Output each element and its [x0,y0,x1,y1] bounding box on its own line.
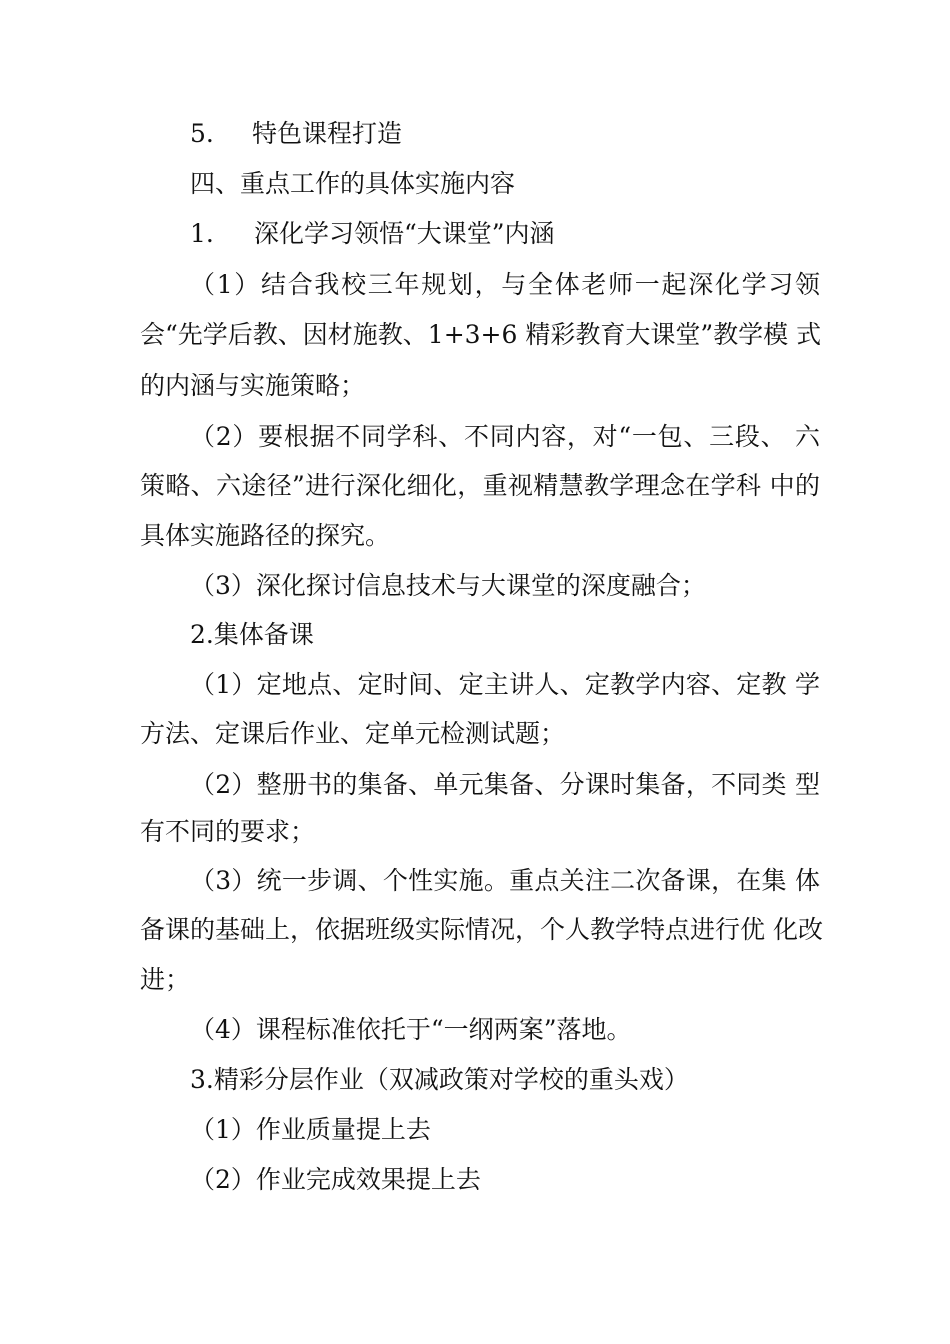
paragraph-line: 的内涵与实施策略； [140,371,366,400]
paragraph-line: 有不同的要求； [140,817,316,846]
section-heading: 四、重点工作的具体实施内容 [190,169,516,198]
paragraph-line: （1）结合我校三年规划，与全体老师一起深化学习领 [190,270,820,299]
paragraph-line: 进； [140,965,191,994]
paragraph-line: 策略、六途径”进行深化细化，重视精慧教学理念在学科 中的 [140,471,820,500]
list-item-5 [190,119,820,149]
item-text: 深化学习领悟“大课堂”内涵 [254,219,555,248]
paragraph-line: （1）作业质量提上去 [190,1115,431,1144]
paragraph-line: 备课的基础上，依据班级实际情况，个人教学特点进行优 化改 [140,915,823,944]
item-text: 特色课程打造 [252,119,403,148]
paragraph-line: （1）定地点、定时间、定主讲人、定教学内容、定教 学 [190,670,820,699]
paragraph-line: （2）作业完成效果提上去 [190,1165,481,1194]
paragraph-line: 会“先学后教、因材施教、1+3+6 精彩教育大课堂”教学模 式 [140,320,822,349]
paragraph-line: 方法、定课后作业、定单元检测试题； [140,719,566,748]
paragraph-line: （3）深化探讨信息技术与大课堂的深度融合； [190,571,706,600]
paragraph-line: 具体实施路径的探究。 [140,521,391,550]
item-number: 1. [190,219,214,248]
subsection-heading: 2.集体备课 [190,620,314,649]
item-number: 5. [190,119,214,148]
paragraph-line: （2）整册书的集备、单元集备、分课时集备，不同类 型 [190,770,820,799]
subsection-heading: 3.精彩分层作业（双减政策对学校的重头戏） [190,1065,689,1094]
paragraph-line: （4）课程标准依托于“一纲两案”落地。 [190,1015,632,1044]
paragraph-line: （2）要根据不同学科、不同内容，对“一包、三段、 六 [190,422,820,451]
paragraph-line: （3）统一步调、个性实施。重点关注二次备课，在集 体 [190,866,820,895]
subsection-heading [190,219,820,249]
